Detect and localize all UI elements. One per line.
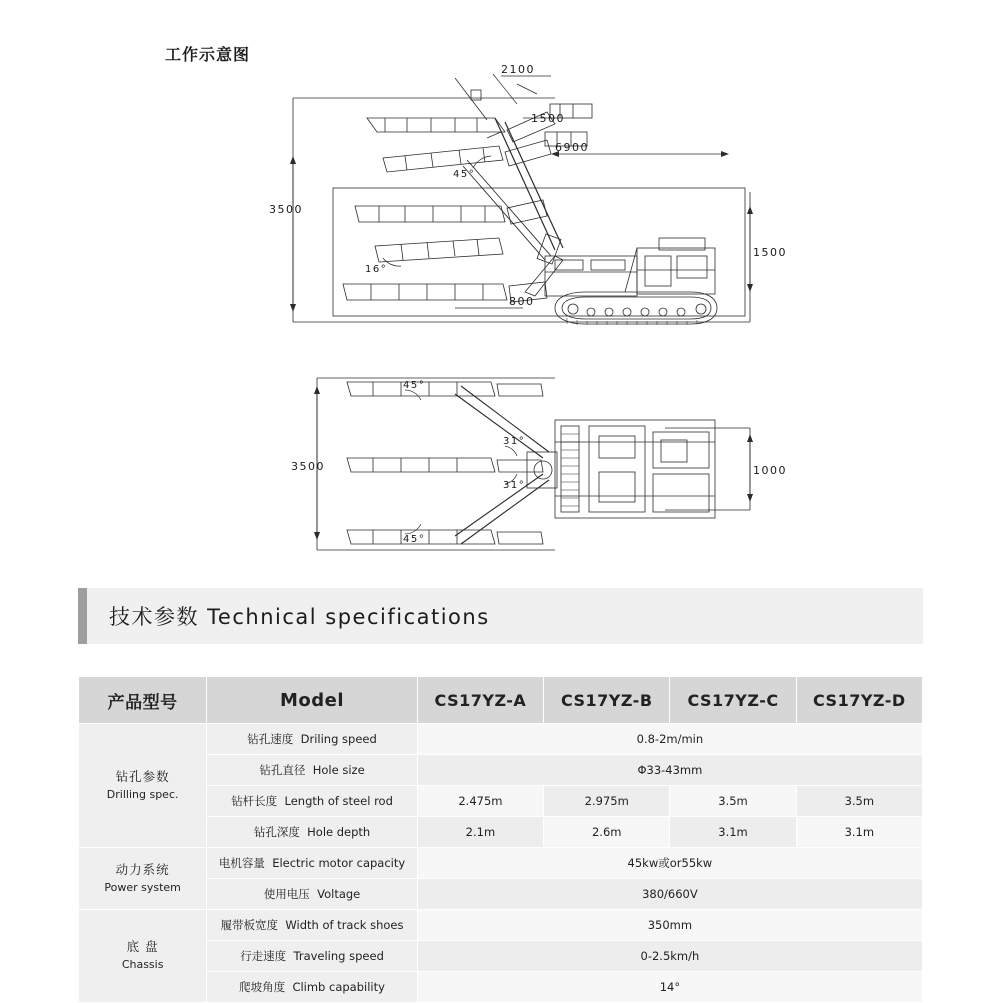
row-label-hole-size <box>207 755 417 786</box>
row-value-hole-size: Φ33-43mm <box>417 755 922 786</box>
specs-title-bar <box>78 588 923 644</box>
angle-top-left-upper: 45° <box>403 380 426 391</box>
row-label-climb-capability <box>207 972 417 1003</box>
row-label-en: Traveling speed <box>293 949 384 963</box>
dim-side-mast: 1500 <box>531 112 565 125</box>
group-label-power-system <box>79 848 207 910</box>
working-diagram <box>255 60 815 570</box>
row-value-climb-capability: 14° <box>417 972 922 1003</box>
row-value-voltage: 380/660V <box>417 879 922 910</box>
header-product-model-en: Model <box>207 677 417 724</box>
row-label-cn: 钻孔直径 <box>259 763 306 777</box>
group-label-cn: 钻孔参数 <box>115 768 170 784</box>
row-label-en: Hole depth <box>307 825 371 839</box>
dim-top-width: 3500 <box>291 460 325 473</box>
row-label-hole-depth <box>207 817 417 848</box>
header-model-d: CS17YZ-D <box>796 677 922 724</box>
row-label-en: Driling speed <box>300 732 377 746</box>
row-value-depth-a: 2.1m <box>417 817 543 848</box>
row-label-cn: 钻孔深度 <box>253 825 300 839</box>
angle-top-left-lower: 45° <box>403 534 426 545</box>
group-label-cn: 底 盘 <box>126 939 159 955</box>
header-product-model-cn: 产品型号 <box>79 677 207 724</box>
diagram-heading: 工作示意图 <box>165 45 251 64</box>
header-model-b: CS17YZ-B <box>544 677 670 724</box>
row-value-depth-c: 3.1m <box>670 817 796 848</box>
row-label-cn: 钻杆长度 <box>231 794 278 808</box>
row-value-traveling-speed: 0-2.5km/h <box>417 941 922 972</box>
angle-side-45: 45° <box>453 169 476 180</box>
specs-title: 技术参数 Technical specifications <box>109 605 490 629</box>
row-label-drilling-speed <box>207 724 417 755</box>
group-label-en: Drilling spec. <box>106 787 179 801</box>
row-label-voltage <box>207 879 417 910</box>
row-label-cn: 钻孔速度 <box>247 732 294 746</box>
row-label-cn: 爬坡角度 <box>239 980 286 994</box>
row-label-cn: 行走速度 <box>240 949 287 963</box>
row-label-cn: 履带板宽度 <box>220 918 279 932</box>
angle-side-16: 16° <box>365 264 388 275</box>
row-label-en: Length of steel rod <box>284 794 393 808</box>
dim-side-length: 6900 <box>555 141 589 154</box>
specs-title-accent <box>78 588 87 644</box>
header-model-a: CS17YZ-A <box>417 677 543 724</box>
dim-side-height: 3500 <box>269 203 303 216</box>
group-label-chassis <box>79 910 207 1003</box>
group-label-cn: 动力系统 <box>115 861 170 877</box>
row-value-rod-d: 3.5m <box>796 786 922 817</box>
table-header-row <box>79 677 923 724</box>
row-label-width-of-track-shoes <box>207 910 417 941</box>
row-label-en: Climb capability <box>292 980 385 994</box>
row-label-cn: 使用电压 <box>263 887 310 901</box>
row-label-en: Width of track shoes <box>285 918 404 932</box>
row-label-cn: 电机容量 <box>218 856 265 870</box>
row-value-drilling-speed: 0.8-2m/min <box>417 724 922 755</box>
technical-specifications-table <box>78 676 923 1003</box>
row-label-en: Voltage <box>317 887 361 901</box>
header-model-c: CS17YZ-C <box>670 677 796 724</box>
table-row <box>79 848 923 879</box>
dim-side-bottom: 800 <box>509 295 535 308</box>
angle-top-right-lower: 31° <box>503 480 526 491</box>
dim-top-right: 1000 <box>753 464 787 477</box>
row-label-en: Electric motor capacity <box>272 856 406 870</box>
row-label-length-of-steel-rod <box>207 786 417 817</box>
angle-top-right-upper: 31° <box>503 436 526 447</box>
row-value-depth-d: 3.1m <box>796 817 922 848</box>
row-value-depth-b: 2.6m <box>544 817 670 848</box>
row-label-en: Hole size <box>312 763 365 777</box>
row-label-electric-motor-capacity <box>207 848 417 879</box>
dim-side-right: 1500 <box>753 246 787 259</box>
dim-side-top: 2100 <box>501 63 535 76</box>
group-label-en: Chassis <box>121 958 164 972</box>
group-label-drilling-spec <box>79 724 207 848</box>
row-label-traveling-speed <box>207 941 417 972</box>
group-label-en: Power system <box>104 880 181 894</box>
table-row <box>79 724 923 755</box>
table-row <box>79 910 923 941</box>
row-value-rod-b: 2.975m <box>544 786 670 817</box>
row-value-rod-c: 3.5m <box>670 786 796 817</box>
row-value-width-of-track-shoes: 350mm <box>417 910 922 941</box>
row-value-rod-a: 2.475m <box>417 786 543 817</box>
row-value-electric-motor-capacity: 45kw或or55kw <box>417 848 922 879</box>
